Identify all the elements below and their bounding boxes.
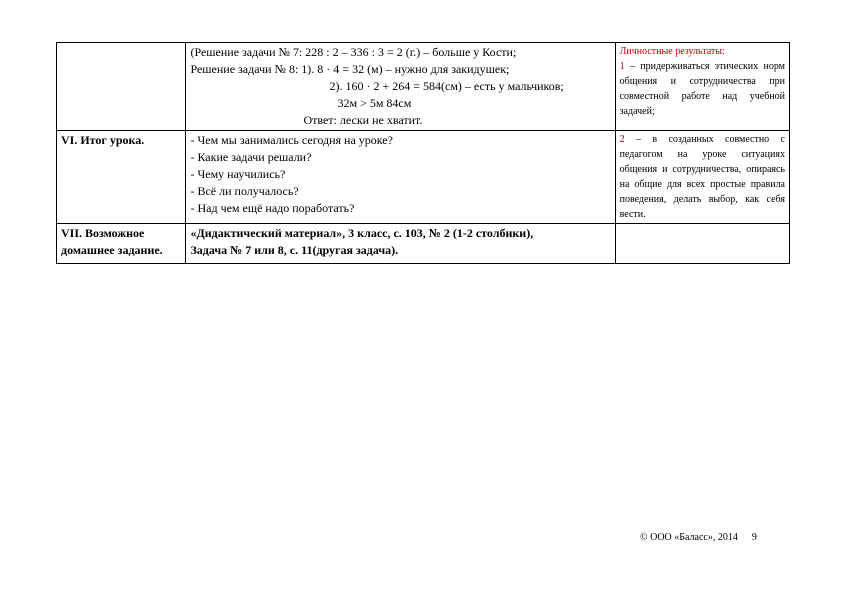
content-cell xyxy=(186,131,615,224)
stage-cell: VI. Итог урока. xyxy=(57,131,186,224)
answer-line: Ответ: лески не хватит. xyxy=(303,113,423,127)
homework-line: «Дидактический материал», 3 класс, с. 103, № 2 (1-2 столбики), xyxy=(190,226,534,240)
question-line: - Над чем ещё надо поработать? xyxy=(190,201,355,215)
homework-line: Задача № 7 или 8, с. 11(другая задача). xyxy=(190,243,399,257)
question-line: - Чем мы занимались сегодня на уроке? xyxy=(190,133,393,147)
results-cell xyxy=(615,131,789,224)
comparison-line: 32м > 5м 84см xyxy=(337,96,412,110)
page-footer xyxy=(640,532,757,543)
question-line: - Какие задачи решали? xyxy=(190,150,312,164)
results-cell xyxy=(615,43,789,131)
result-number: 1 xyxy=(619,61,625,72)
page-number: 9 xyxy=(751,532,757,543)
results-cell xyxy=(615,224,789,264)
question-line: - Чему научились? xyxy=(190,167,286,181)
question-line: - Всё ли получалось? xyxy=(190,184,299,198)
result-text: – в созданных совместно с педагогом на уроке ситуациях общения и сотрудничества, опираясь на общие для всех простые правила поведения, делать выбор, как себя вести. xyxy=(619,134,785,220)
stage-cell xyxy=(57,43,186,131)
result-number: 2 xyxy=(619,134,625,145)
content-cell xyxy=(186,224,615,264)
stage-cell: VII. Возможное домашнее задание. xyxy=(57,224,186,264)
result-item xyxy=(620,59,785,119)
table-row xyxy=(57,131,790,224)
copyright-text: © ООО «Баласс», 2014 xyxy=(640,532,738,543)
result-text: – придерживаться этических норм общения и сотрудничества при совместной работе над учебной задачей; xyxy=(619,61,785,117)
content-cell xyxy=(186,43,615,131)
table-row xyxy=(57,224,790,264)
solution-task-8-step-1: Решение задачи № 8: 1). 8 · 4 = 32 (м) – нужно для закидушек; xyxy=(190,62,510,76)
solution-task-7: (Решение задачи № 7: 228 : 2 – 336 : 3 = 2 (г.) – больше у Кости; xyxy=(190,45,517,59)
results-title: Личностные результаты: xyxy=(619,46,725,57)
table-row xyxy=(57,43,790,131)
solution-task-8-step-2: 2). 160 · 2 + 264 = 584(см) – есть у мальчиков; xyxy=(329,79,564,93)
result-item xyxy=(620,132,785,222)
lesson-plan-table xyxy=(56,42,790,264)
